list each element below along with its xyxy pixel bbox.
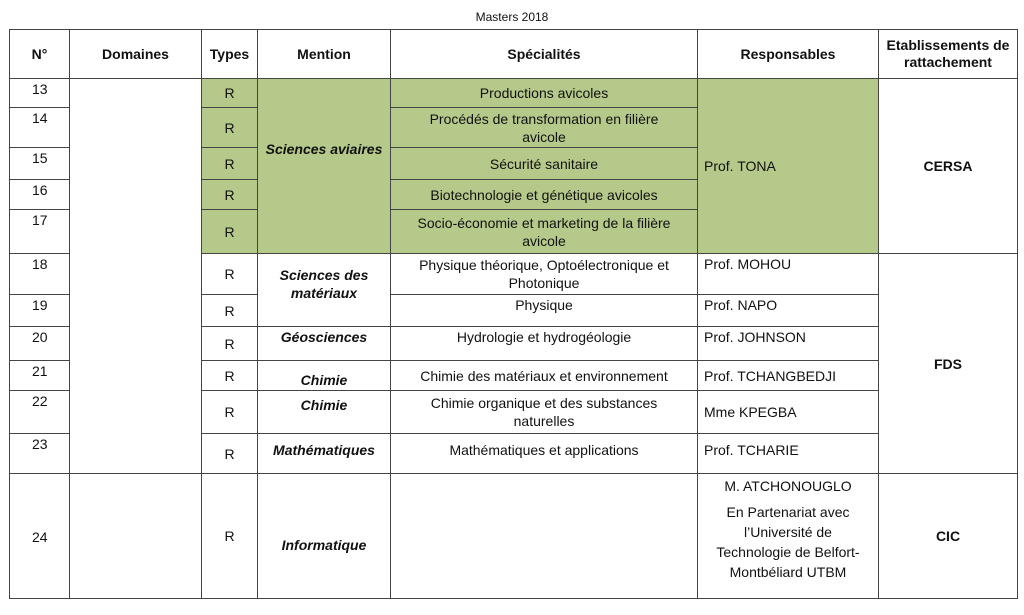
masters-table [9, 29, 1018, 599]
specialite-cell: Physique [391, 295, 698, 327]
specialite-line1: Physique théorique, Optoélectronique et [419, 257, 669, 273]
partner-line: l’Université de [744, 524, 832, 540]
partner-line: En Partenariat avec [726, 504, 850, 520]
mention-line1: Sciences des [279, 267, 369, 283]
specialite-line2: avicole [522, 128, 566, 145]
specialite-cell [391, 391, 698, 434]
responsable-atchonouglo [698, 474, 879, 599]
etablissement-cersa: CERSA [879, 79, 1018, 254]
type-cell: R [202, 434, 258, 474]
mention-sciences-aviaires: Sciences aviaires [258, 79, 391, 254]
header-specialites: Spécialités [391, 30, 698, 79]
specialite-cell: Hydrologie et hydrogéologie [391, 327, 698, 361]
row-number: 21 [10, 361, 70, 391]
specialite-line1: Socio-économie et marketing de la filière [417, 214, 671, 231]
mention-line2: matériaux [290, 285, 358, 301]
type-cell: R [202, 327, 258, 361]
specialite-line2: Photonique [508, 275, 580, 291]
type-cell: R [202, 148, 258, 180]
specialite-cell: Biotechnologie et génétique avicoles [391, 180, 698, 210]
row-number: 19 [10, 295, 70, 327]
type-cell: R [202, 210, 258, 254]
type-cell: R [202, 361, 258, 391]
specialite-cell-empty [391, 474, 698, 599]
responsable-cell: Prof. TCHARIE [698, 434, 879, 474]
type-cell: R [202, 180, 258, 210]
responsable-tona: Prof. TONA [698, 79, 879, 254]
specialite-line2: avicole [522, 232, 566, 249]
responsable-cell: Prof. NAPO [698, 295, 879, 327]
row-number: 17 [10, 210, 70, 254]
header-etablissements [879, 30, 1018, 79]
specialite-line2: naturelles [513, 413, 575, 429]
header-num: N° [10, 30, 70, 79]
row-number: 20 [10, 327, 70, 361]
row-number: 23 [10, 434, 70, 474]
specialite-cell: Mathématiques et applications [391, 434, 698, 474]
etablissement-fds: FDS [879, 254, 1018, 474]
header-row [10, 30, 1018, 79]
responsable-cell: Prof. JOHNSON [698, 327, 879, 361]
responsable-cell: Mme KPEGBA [698, 391, 879, 434]
partner-line: Montbéliard UTBM [729, 564, 847, 580]
row-number: 18 [10, 254, 70, 295]
type-cell: R [202, 391, 258, 434]
partner-line: Technologie de Belfort- [716, 544, 860, 560]
mention-cell: Mathématiques [258, 434, 391, 474]
type-cell: R [202, 295, 258, 327]
header-etab-line2: rattachement [904, 54, 992, 70]
specialite-cell: Sécurité sanitaire [391, 148, 698, 180]
table-caption: Masters 2018 [475, 10, 549, 24]
row-number: 24 [10, 474, 70, 599]
domaines-cell-empty [70, 474, 202, 599]
specialite-line1: Procédés de transformation en filière [429, 110, 659, 127]
type-cell: R [202, 254, 258, 295]
specialite-cell: Chimie des matériaux et environnement [391, 361, 698, 391]
row-number: 22 [10, 391, 70, 434]
header-types: Types [202, 30, 258, 79]
header-mention: Mention [258, 30, 391, 79]
mention-sciences-materiaux [258, 254, 391, 327]
table-row [10, 79, 1018, 108]
type-cell: R [202, 474, 258, 599]
type-cell: R [202, 108, 258, 148]
specialite-cell: Productions avicoles [391, 79, 698, 108]
responsable-cell: Prof. MOHOU [698, 254, 879, 295]
specialite-cell [391, 210, 698, 254]
specialite-line1: Chimie organique et des substances [430, 395, 658, 411]
row-number: 14 [10, 108, 70, 148]
row-number: 15 [10, 148, 70, 180]
header-domaines: Domaines [70, 30, 202, 79]
mention-cell: Chimie [258, 361, 391, 391]
header-responsables: Responsables [698, 30, 879, 79]
specialite-cell [391, 108, 698, 148]
row-number: 13 [10, 79, 70, 108]
responsable-name: M. ATCHONOUGLO [724, 478, 852, 494]
etablissement-cic: CIC [879, 474, 1018, 599]
mention-cell: Géosciences [258, 327, 391, 361]
responsable-cell: Prof. TCHANGBEDJI [698, 361, 879, 391]
header-etab-line1: Etablissements de [886, 37, 1010, 53]
domaines-cell [70, 79, 202, 474]
mention-informatique: Informatique [258, 474, 391, 599]
row-number: 16 [10, 180, 70, 210]
type-cell: R [202, 79, 258, 108]
table-row [10, 474, 1018, 599]
mention-cell: Chimie [258, 391, 391, 434]
specialite-cell [391, 254, 698, 295]
